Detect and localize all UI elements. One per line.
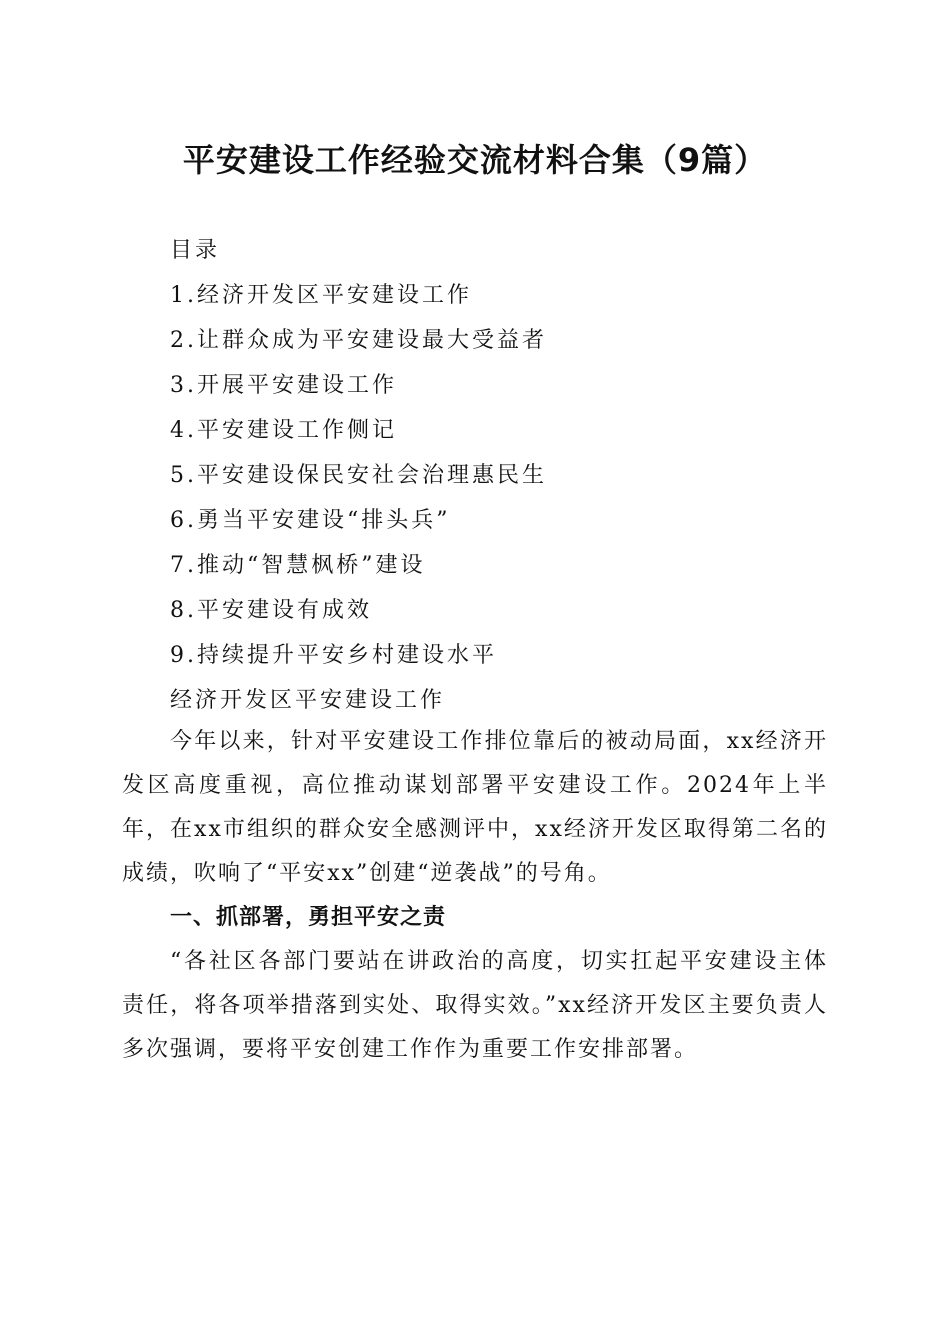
toc-label: 目录 (170, 238, 221, 263)
section-title: 经济开发区平安建设工作 (170, 688, 446, 713)
toc-item: 2.让群众成为平安建设最大受益者 (170, 328, 547, 353)
toc-item: 6.勇当平安建设“排头兵” (170, 508, 451, 533)
toc-item: 8.平安建设有成效 (170, 598, 372, 623)
toc-item: 4.平安建设工作侧记 (170, 418, 397, 443)
document-body (122, 720, 828, 1072)
toc-item: 7.推动“智慧枫桥”建设 (170, 553, 426, 578)
toc-item: 9.持续提升平安乡村建设水平 (170, 643, 497, 668)
body-paragraph: 今年以来，针对平安建设工作排位靠后的被动局面，xx经济开发区高度重视，高位推动谋划部署平安建设工作。2024年上半年，在xx市组织的群众安全感测评中，xx经济开发区取得第二名的成绩，吹响了“平安xx”创建“逆袭战”的号角。 (122, 729, 828, 886)
section-heading: 一、抓部署，勇担平安之责 (170, 905, 447, 930)
toc-item: 3.开展平安建设工作 (170, 373, 397, 398)
table-of-contents (170, 228, 870, 723)
toc-item: 5.平安建设保民安社会治理惠民生 (170, 463, 547, 488)
document-title: 平安建设工作经验交流材料合集（9篇） (182, 141, 768, 179)
toc-item: 1.经济开发区平安建设工作 (170, 283, 472, 308)
body-paragraph: “各社区各部门要站在讲政治的高度，切实扛起平安建设主体责任，将各项举措落到实处、取得实效。”xx经济开发区主要负责人多次强调，要将平安创建工作作为重要工作安排部署。 (122, 949, 828, 1062)
